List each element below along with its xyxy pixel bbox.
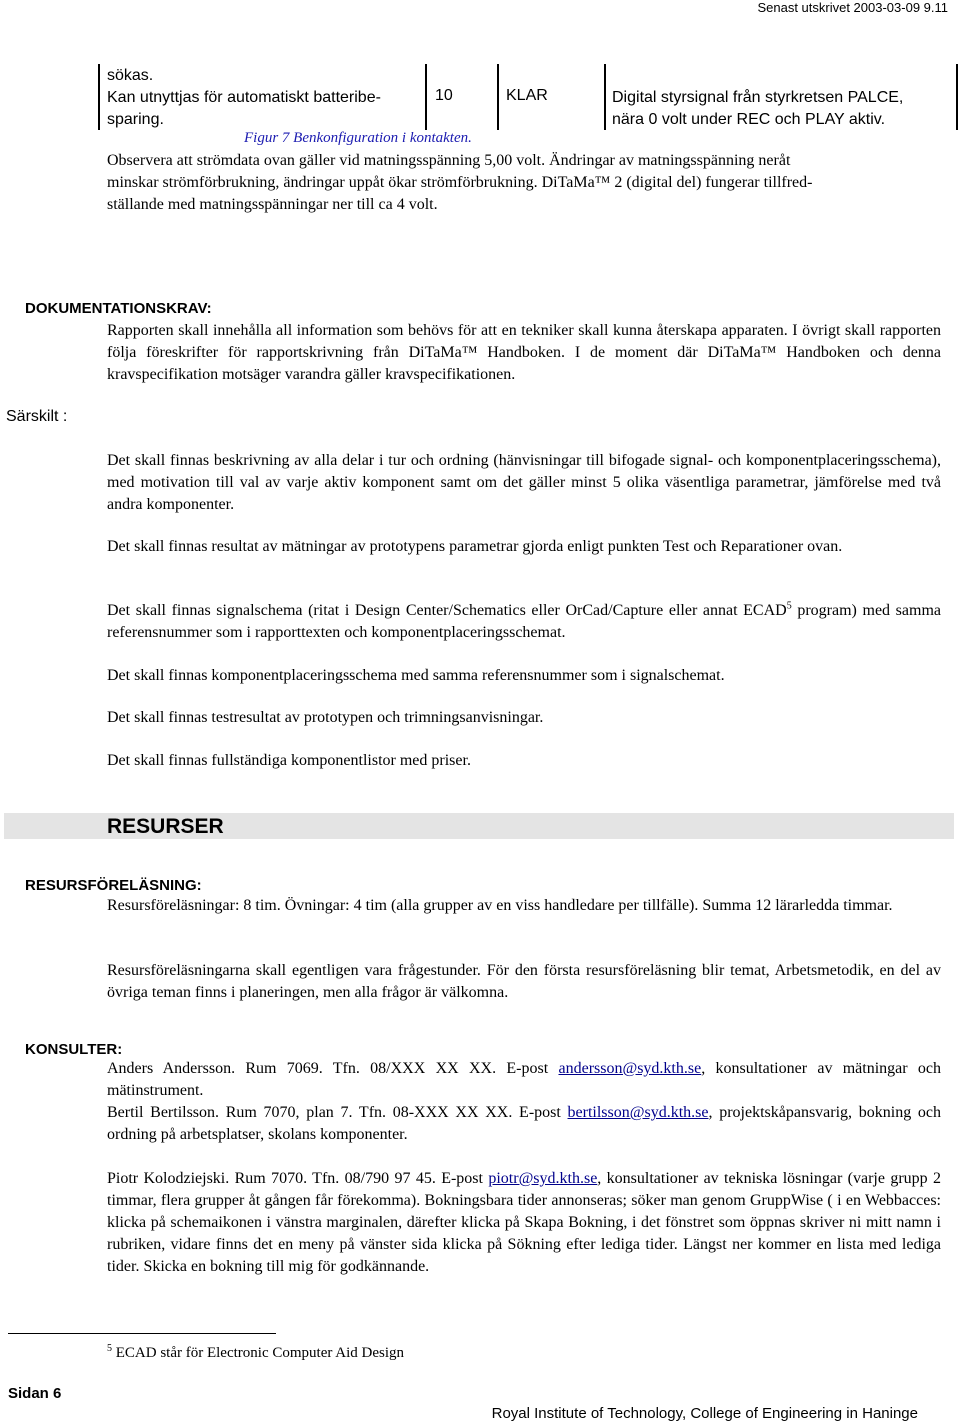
footnote-ref: 5 [786, 600, 792, 612]
page-number: Sidan 6 [8, 1385, 62, 1402]
figure-caption: Figur 7 Benkonfiguration i kontakten. [244, 130, 472, 146]
section-heading-konsulter: KONSULTER: [25, 1041, 123, 1058]
konsult-anders: Anders Andersson. Rum 7069. Tfn. 08/XXX XX XX. E-post andersson@syd.kth.se, konsultationer av mätningar och mätinstrument. [107, 1060, 942, 1099]
table-cell-status: KLAR [506, 87, 548, 104]
footnote-separator [8, 1333, 276, 1334]
dok-paragraph-7: Det skall finnas fullständiga komponentlistor med priser. [107, 752, 471, 769]
table-cell-signal: Digital styrsignal från styrkretsen PALCE, nära 0 volt under REC och PLAY aktiv. [612, 89, 904, 128]
section-heading-dokumentationskrav: DOKUMENTATIONSKRAV: [25, 300, 212, 317]
konsult-bertil: Bertil Bertilsson. Rum 7070, plan 7. Tfn. 08-XXX XX XX. E-post bertilsson@syd.kth.se, projektskåpansvarig, bokning och ordning på arbetsplatser, skolans komponenter. [107, 1104, 941, 1143]
table-cell-pin: 10 [435, 87, 453, 104]
forelasning-paragraph-1: Resursföreläsningar: 8 tim. Övningar: 4 tim (alla grupper av en viss handledare per tillfälle). Summa 12 lärarledda timmar. [107, 897, 893, 914]
table-border [98, 64, 100, 130]
forelasning-paragraph-2: Resursföreläsningarna skall egentligen vara frågestunder. För den första resursföreläsning blir temat, Arbetsmetodik, en del av övriga teman finns i planeringen, men alla frågor är välkomna. [107, 962, 941, 1001]
dok-paragraph-4: Det skall finnas signalschema (ritat i Design Center/Schematics eller OrCad/Capture eller annat ECAD$^5$ program) med samma referensnummer som i rapporttexten och komponentplaceringsschemat. [107, 600, 941, 641]
intro-paragraph: Observera att strömdata ovan gäller vid matningsspänning 5,00 volt. Ändringar av matningsspänning neråt minskar strömförbrukning, ändringar uppåt ökar strömförbrukning. DiTaMa™ 2 (digital del) fungerar tillfred- ställande med matningsspänningar ner till ca 4 volt. [107, 152, 813, 213]
sarskilt-label: Särskilt : [6, 408, 68, 425]
dok-paragraph-1: Rapporten skall innehålla all information som behövs för att en tekniker skall kunna återskapa apparaten. I övrigt skall rapporten följa föreskrifter för rapportskrivning från DiTaMa™ Handboken. I de moment där DiTaMa™ Handboken och denna kravspecifikation motsäger varandra gäller kravspecifikationen. [107, 322, 941, 383]
footnote-number: 5 [107, 1343, 112, 1354]
dok-paragraph-3: Det skall finnas resultat av mätningar av prototypens parametrar gjorda enligt punkten Test och Reparationer ovan. [107, 538, 843, 555]
table-border [604, 64, 606, 130]
dok-paragraph-5: Det skall finnas komponentplaceringsschema med samma referensnummer som i signalschemat. [107, 667, 725, 684]
email-link-bertilsson[interactable]: bertilsson@syd.kth.se [567, 1104, 709, 1121]
table-border [956, 64, 958, 130]
print-date: Senast utskrivet 2003-03-09 9.11 [757, 0, 948, 15]
section-heading-resursforelasning: RESURSFÖRELÄSNING: [25, 877, 202, 894]
dok-paragraph-2: Det skall finnas beskrivning av alla delar i tur och ordning (hänvisningar till bifogade signal- och komponentplaceringsschema), med motivation till val av varje aktiv komponent samt om det gäller minst 5 olika väsentliga parametrar, jämförelse med två andra komponenter. [107, 452, 941, 513]
email-link-piotr[interactable]: piotr@syd.kth.se [488, 1170, 598, 1187]
email-link-andersson[interactable]: andersson@syd.kth.se [558, 1060, 702, 1077]
dok-paragraph-6: Det skall finnas testresultat av prototypen och trimningsanvisningar. [107, 709, 544, 726]
section-title-resurser: RESURSER [107, 815, 224, 838]
table-border [425, 64, 427, 130]
footer-institution: Royal Institute of Technology, College of Engineering in Haninge [491, 1405, 918, 1422]
table-cell-description: sökas. Kan utnyttjas för automatiskt batteribe- sparing. [107, 67, 381, 128]
footnote: $^5$ ECAD står för Electronic Computer Aid Design [107, 1343, 405, 1361]
table-border [497, 64, 499, 130]
konsult-piotr: Piotr Kolodziejski. Rum 7070. Tfn. 08/790 97 45. E-post piotr@syd.kth.se, konsultationer av tekniska lösningar (varje grupp 2 timmar, flera grupper åt gången får förekomma). Bokningsbara tider annonseras; söker man genom GruppWise ( i en Webbacces: klicka på schemaikonen i vänstra marginalen, därefter klicka på Skapa Bokning, i det fönstret som öppnas skriver ni mitt namn i rubriken, vidare finns det en meny på vänster sida klicka på Sökning efter lediga tider. Längst ner kommer en lista med lediga tider. Skicka en bokning till mig för godkännande. [107, 1170, 942, 1275]
